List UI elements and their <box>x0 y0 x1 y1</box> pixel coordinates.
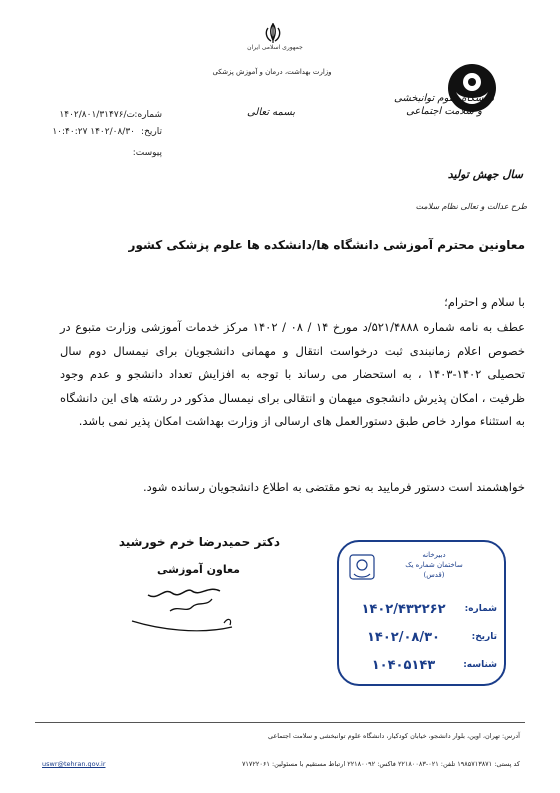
footer-address: آدرس: تهران، اوین، بلوار دانشجو، خیابان کودکیار، دانشگاه علوم توانبخشی و سلامت اجتماعی <box>268 732 520 740</box>
number-label: شماره: <box>134 110 162 120</box>
bismillah: بسمه تعالی <box>246 107 296 118</box>
body-paragraph: عطف به نامه شماره ۵۲۱/۴۸۸۸/د مورخ ۱۴ / ۰۸ / ۱۴۰۲ مرکز خدمات آموزشی وزارت متبوع در خصوص اعلام زمانبندی ثبت درخواست انتقال و مهمانی دانشجویان برای نیمسال دوم سال تحصیلی ۱۴۰۲-۱۴۰۳ ، به استحضار می رساند با توجه به افزایش تعداد دانشجو و عدم وجود ظرفیت ، امکان پذیرش دانشجوی میهمان و انتقالی برای نیمسال مذکور در رشته های این دانشگاه به استثناء موارد خاص طبق دستورالعمل های ارسالی از وزارت بهداشت امکان پذیر نمی باشد. <box>60 320 525 428</box>
iran-emblem-icon <box>262 22 284 44</box>
stamp-logo-icon <box>349 554 375 580</box>
closing-sentence: خواهشمند است دستور فرمایید به نحو مقتضی به اطلاع دانشجویان رسانده شود. <box>143 480 525 494</box>
footer-email-link[interactable]: uswr@tehran.gov.ir <box>42 760 106 768</box>
footer-divider <box>35 722 525 723</box>
ministry-label: وزارت بهداشت، درمان و آموزش پزشکی <box>212 68 332 76</box>
stamp-id: ۱۰۴۰۵۱۴۳ <box>371 658 436 673</box>
stamp-branch: (قدس) <box>423 571 445 579</box>
signatory-title: معاون آموزشی <box>157 563 240 576</box>
stamp-building: ساختمان شماره یک <box>405 561 463 569</box>
university-name: دانشگاه علوم توانبخشی و سلامت اجتماعی <box>394 93 494 117</box>
date-label: تاریخ: <box>141 127 162 137</box>
stamp-number: ۱۴۰۲/۴۳۲۲۶۲ <box>361 602 446 617</box>
attachment-label: پیوست: <box>132 148 162 158</box>
republic-label: جمهوری اسلامی ایران <box>247 44 303 51</box>
stamp-date-label: تاریخ: <box>471 632 497 642</box>
letter-number: ۱۴۰۲/۸۰۱/ت/۳۱۴۷۶ <box>59 110 135 120</box>
stamp-office: دبیرخانه <box>422 551 446 559</box>
footer-contacts: کد پستی: ۱۹۸۵۷۱۳۸۷۱ تلفن: ۰۲۱-۲۲۱۸۰۰۸۳ فاکس: ۲۲۱۸۰۰۹۲ ارتباط مستقیم با مسئولین: ۷۱۷۲۲۰۶۱ <box>241 760 520 768</box>
handwritten-signature <box>128 577 238 639</box>
year-slogan: سال جهش تولید <box>447 168 523 181</box>
greeting: با سلام و احترام؛ <box>444 295 525 309</box>
addressee: معاونین محترم آموزشی دانشگاه ها/دانشکده ها علوم پزشکی کشور <box>128 238 525 252</box>
letter-date: ۱۰:۴۰:۲۷ ۱۴۰۲/۰۸/۳۰ <box>52 127 135 137</box>
stamp-date: ۱۴۰۲/۰۸/۳۰ <box>367 630 440 645</box>
signatory-name: دکتر حمیدرضا خرم خورشید <box>118 535 280 549</box>
registration-stamp <box>337 540 506 686</box>
stamp-number-label: شماره: <box>464 604 497 614</box>
plan-slogan: طرح عدالت و تعالی نظام سلامت <box>415 202 527 211</box>
stamp-id-label: شناسه: <box>463 660 497 670</box>
